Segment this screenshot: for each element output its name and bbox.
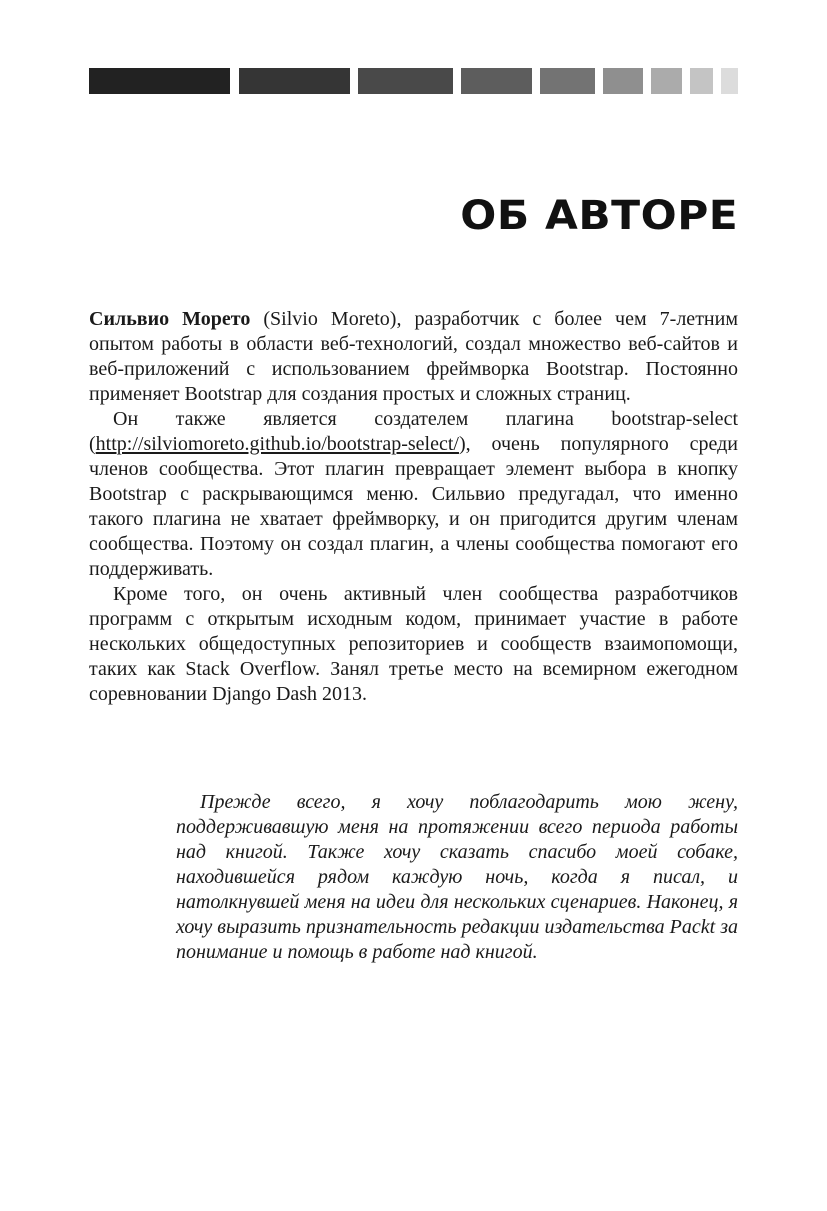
author-name: Сильвио Морето (89, 308, 251, 330)
header-bar (651, 68, 682, 94)
paragraph-intro-text: (Silvio Moreto), разработчик с более чем 7-летним опытом работы в области веб-технологий, создал множество веб-сайтов и веб-приложений с использованием фреймворка Bootstrap. Постоянно применяет Bootstrap для создания простых и сложных страниц. (89, 308, 738, 405)
paragraph-intro (89, 307, 738, 407)
about-author-text (89, 307, 738, 707)
paragraph-plugin-before: Он также является создателем плагина bootstrap-select ( (89, 408, 738, 455)
header-bar (239, 68, 350, 94)
paragraph-plugin (89, 407, 738, 582)
header-bar (603, 68, 643, 94)
header-bar (89, 68, 230, 94)
header-bar (358, 68, 453, 94)
header-bar (540, 68, 595, 94)
header-decorative-bars (89, 68, 738, 94)
header-bar (461, 68, 532, 94)
plugin-link[interactable]: http://silviomoreto.github.io/bootstrap-select/ (95, 433, 459, 455)
page-title: ОБ АВТОРЕ (459, 193, 738, 239)
header-bar (690, 68, 713, 94)
paragraph-community: Кроме того, он очень активный член сообщества разработчиков программ с открытым исходным кодом, принимает участие в работе нескольких общедоступных репозиториев и сообществ взаимопомощи, таких как Stack Overflow. Занял третье место на всемирном ежегодном соревновании Django Dash 2013. (89, 583, 738, 705)
paragraph-plugin-after: ), очень популярного среди членов сообщества. Этот плагин превращает элемент выбора в кнопку Bootstrap с раскрывающимся меню. Сильвио предугадал, что именно такого плагина не хватает фреймворку, и он пригодится другим членам сообщества. Поэтому он создал плагин, а члены сообщества помогают его поддерживать. (89, 433, 738, 580)
dedication-text (176, 790, 738, 965)
dedication-paragraph: Прежде всего, я хочу поблагодарить мою жену, поддерживавшую меня на протяжении всего периода работы над книгой. Также хочу сказать спасибо моей собаке, находившейся рядом каждую ночь, когда я писал, и натолкнувшей меня на идеи для нескольких сценариев. Наконец, я хочу выразить признательность редакции издательства Packt за понимание и помощь в работе над книгой. (176, 791, 738, 963)
header-bar (721, 68, 738, 94)
